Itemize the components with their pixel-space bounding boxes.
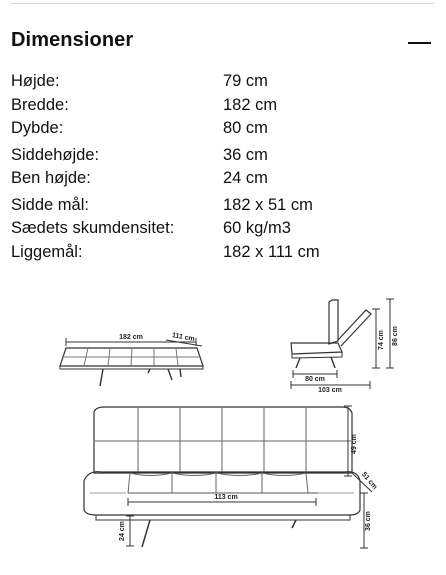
front-seat-depth-label: 51 cm bbox=[360, 471, 379, 491]
spec-label: Sidde mål: bbox=[11, 195, 89, 214]
spec-row-seat-size bbox=[11, 196, 411, 220]
spec-label: Bredde: bbox=[11, 95, 69, 114]
spec-value: 36 cm bbox=[223, 145, 268, 164]
spec-label: Højde: bbox=[11, 72, 60, 90]
spec-value: 24 cm bbox=[223, 169, 268, 187]
bed-length-label: 182 cm bbox=[119, 334, 143, 341]
spec-row-leg-height bbox=[11, 169, 411, 193]
side-total-depth-label: 103 cm bbox=[318, 387, 342, 394]
front-seat-width-label: 113 cm bbox=[214, 494, 238, 501]
spec-value: 80 cm bbox=[223, 119, 268, 137]
top-divider bbox=[10, 3, 434, 4]
spec-row-bed-size bbox=[11, 243, 411, 267]
side-total-height-label: 86 cm bbox=[392, 326, 399, 346]
spec-label: Sædets skumdensitet: bbox=[11, 219, 175, 237]
front-back-height-label: 49 cm bbox=[351, 434, 358, 454]
spec-list bbox=[11, 72, 411, 266]
spec-row-depth bbox=[11, 119, 411, 143]
spec-label: Ben højde: bbox=[11, 169, 91, 187]
spec-label: Liggemål: bbox=[11, 242, 83, 261]
spec-value: 79 cm bbox=[223, 72, 268, 90]
front-seat-height-label: 36 cm bbox=[365, 511, 372, 531]
dimension-diagram bbox=[0, 290, 446, 575]
collapse-button[interactable] bbox=[408, 38, 432, 48]
bed-width-label: 111 cm bbox=[171, 332, 196, 343]
spec-row-seat-height bbox=[11, 146, 411, 170]
spec-value: 182 cm bbox=[223, 95, 278, 114]
side-seat-depth-label: 80 cm bbox=[305, 376, 325, 383]
side-view bbox=[291, 299, 399, 394]
spec-value: 60 kg/m3 bbox=[223, 219, 291, 237]
spec-value: 182 x 51 cm bbox=[223, 195, 313, 214]
side-backrest-label: 74 cm bbox=[378, 330, 385, 350]
section-title: Dimensioner bbox=[11, 29, 134, 51]
front-leg-height-label: 24 cm bbox=[119, 521, 126, 541]
spec-row-width bbox=[11, 96, 411, 120]
front-view bbox=[84, 406, 378, 548]
spec-row-height bbox=[11, 72, 411, 96]
spec-label: Dybde: bbox=[11, 119, 64, 137]
spec-value: 182 x 111 cm bbox=[223, 242, 320, 261]
minus-icon[interactable] bbox=[408, 42, 431, 44]
spec-label: Siddehøjde: bbox=[11, 145, 100, 164]
bed-view bbox=[60, 332, 203, 386]
spec-row-foam-density bbox=[11, 219, 411, 243]
